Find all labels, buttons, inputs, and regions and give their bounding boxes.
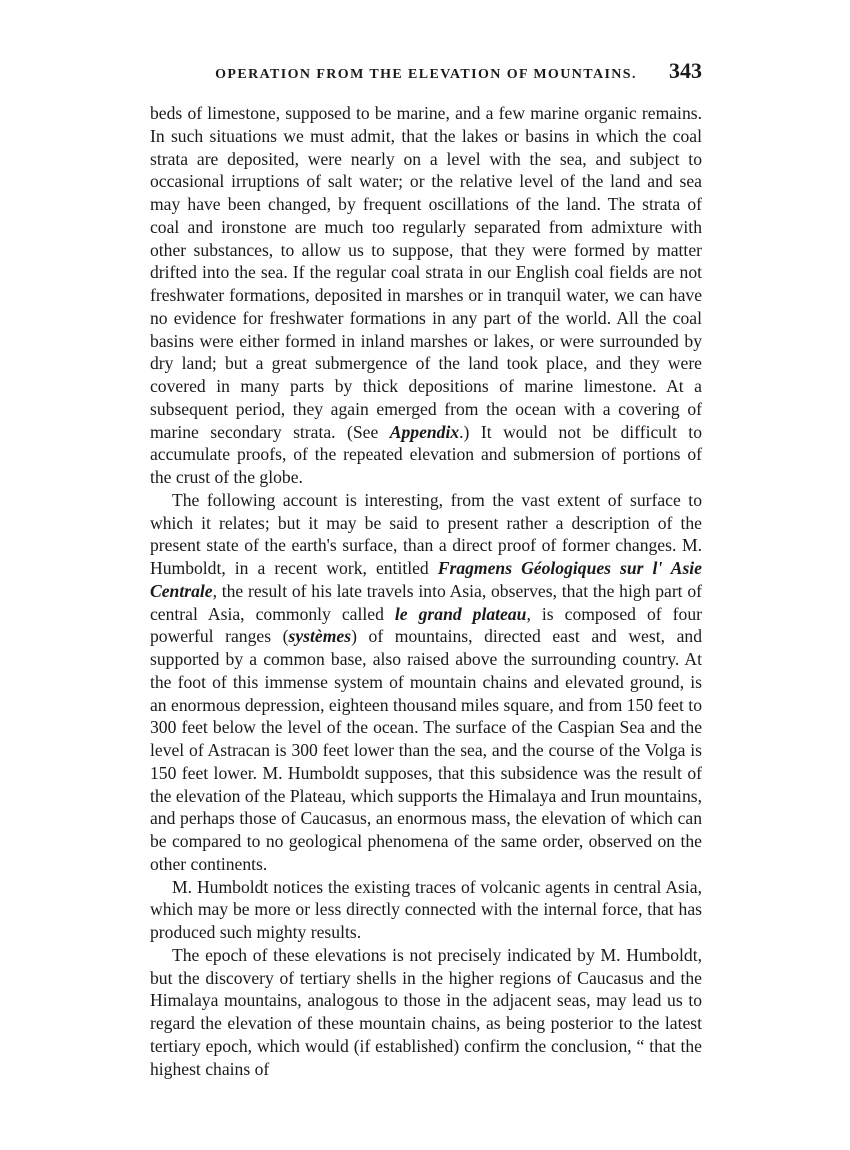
text-segment: , the result of his late travels into Asia, observes, that the high part of central Asia, commonly called [150, 580, 702, 624]
text-segment: ) of mountains, directed east and west, and supported by a common base, also raised above the surrounding country. At the foot of this immense system of mountain chains and elevated ground, is an enormous depression, eighteen thousand miles square, and from 150 feet to 300 feet below the level of the ocean. The surface of the Caspian Sea and the level of Astracan is 300 feet lower than the sea, and the course of the Volga is 150 feet lower. M. Humboldt supposes, that this subsidence was the result of the elevation of the Plateau, which supports the Himalaya and Irun mountains, and perhaps those of Caucasus, an enormous mass, the elevation of which can be compared to no geological phenomena of the same order, observed on the other continents. [150, 626, 702, 874]
text-segment: , is composed of four powerful ranges ( [150, 603, 702, 647]
text-segment: The following account is interesting, from the vast extent of surface to which it relates; but it may be said to present rather a description of the present state of the earth's surface, than a direct proof of former changes. M. Humboldt, in a recent work, entitled [150, 489, 702, 578]
paragraph-1 [150, 102, 702, 489]
text-segment-italic: systèmes [288, 626, 352, 647]
text-segment: M. Humboldt notices the existing traces of volcanic agents in central Asia, which may be more or less directly connected with the internal force, that has produced such mighty results. [150, 876, 702, 942]
book-page [150, 58, 702, 1118]
text-segment-italic: Appendix [389, 421, 460, 442]
text-segment-italic: le grand plateau [394, 603, 527, 624]
text-segment-italic: Fragmens Géologiques sur l' Asie Centrale [150, 558, 702, 601]
paragraph-4 [150, 944, 702, 1081]
paragraph-3 [150, 876, 702, 944]
paragraph-2 [150, 489, 702, 876]
page-number: 343 [669, 58, 702, 83]
running-title: OPERATION FROM THE ELEVATION OF MOUNTAINS. [215, 67, 637, 82]
running-head [150, 58, 702, 88]
text-segment: .) It would not be difficult to accumulate proofs, of the repeated elevation and submersion of portions of the crust of the globe. [150, 421, 702, 487]
body-text [150, 102, 702, 1080]
text-segment: The epoch of these elevations is not precisely indicated by M. Humboldt, but the discovery of tertiary shells in the higher regions of Caucasus and the Himalaya mountains, analogous to those in the adjacent seas, may lead us to regard the elevation of these mountain chains, as being posterior to the latest tertiary epoch, which would (if established) confirm the conclusion, “ that the highest chains of [150, 944, 702, 1079]
text-segment: beds of limestone, supposed to be marine, and a few marine organic remains. In such situations we must admit, that the lakes or basins in which the coal strata are deposited, were nearly on a level with the sea, and subject to occasional irruptions of salt water; or the relative level of the land and sea may have been changed, by frequent oscillations of the land. The strata of coal and ironstone are much too regularly separated from admixture with other substances, to allow us to suppose, that they were formed by matter drifted into the sea. If the regular coal strata in our English coal fields are not freshwater formations, deposited in marshes or in tranquil water, we can have no evidence for freshwater formations in any part of the world. All the coal basins were either formed in inland marshes or lakes, or were surrounded by dry land; but a great submergence of the land took place, and they were covered in many parts by thick depositions of marine limestone. At a subsequent period, they again emerged from the ocean with a covering of marine secondary strata. (See [150, 103, 702, 442]
